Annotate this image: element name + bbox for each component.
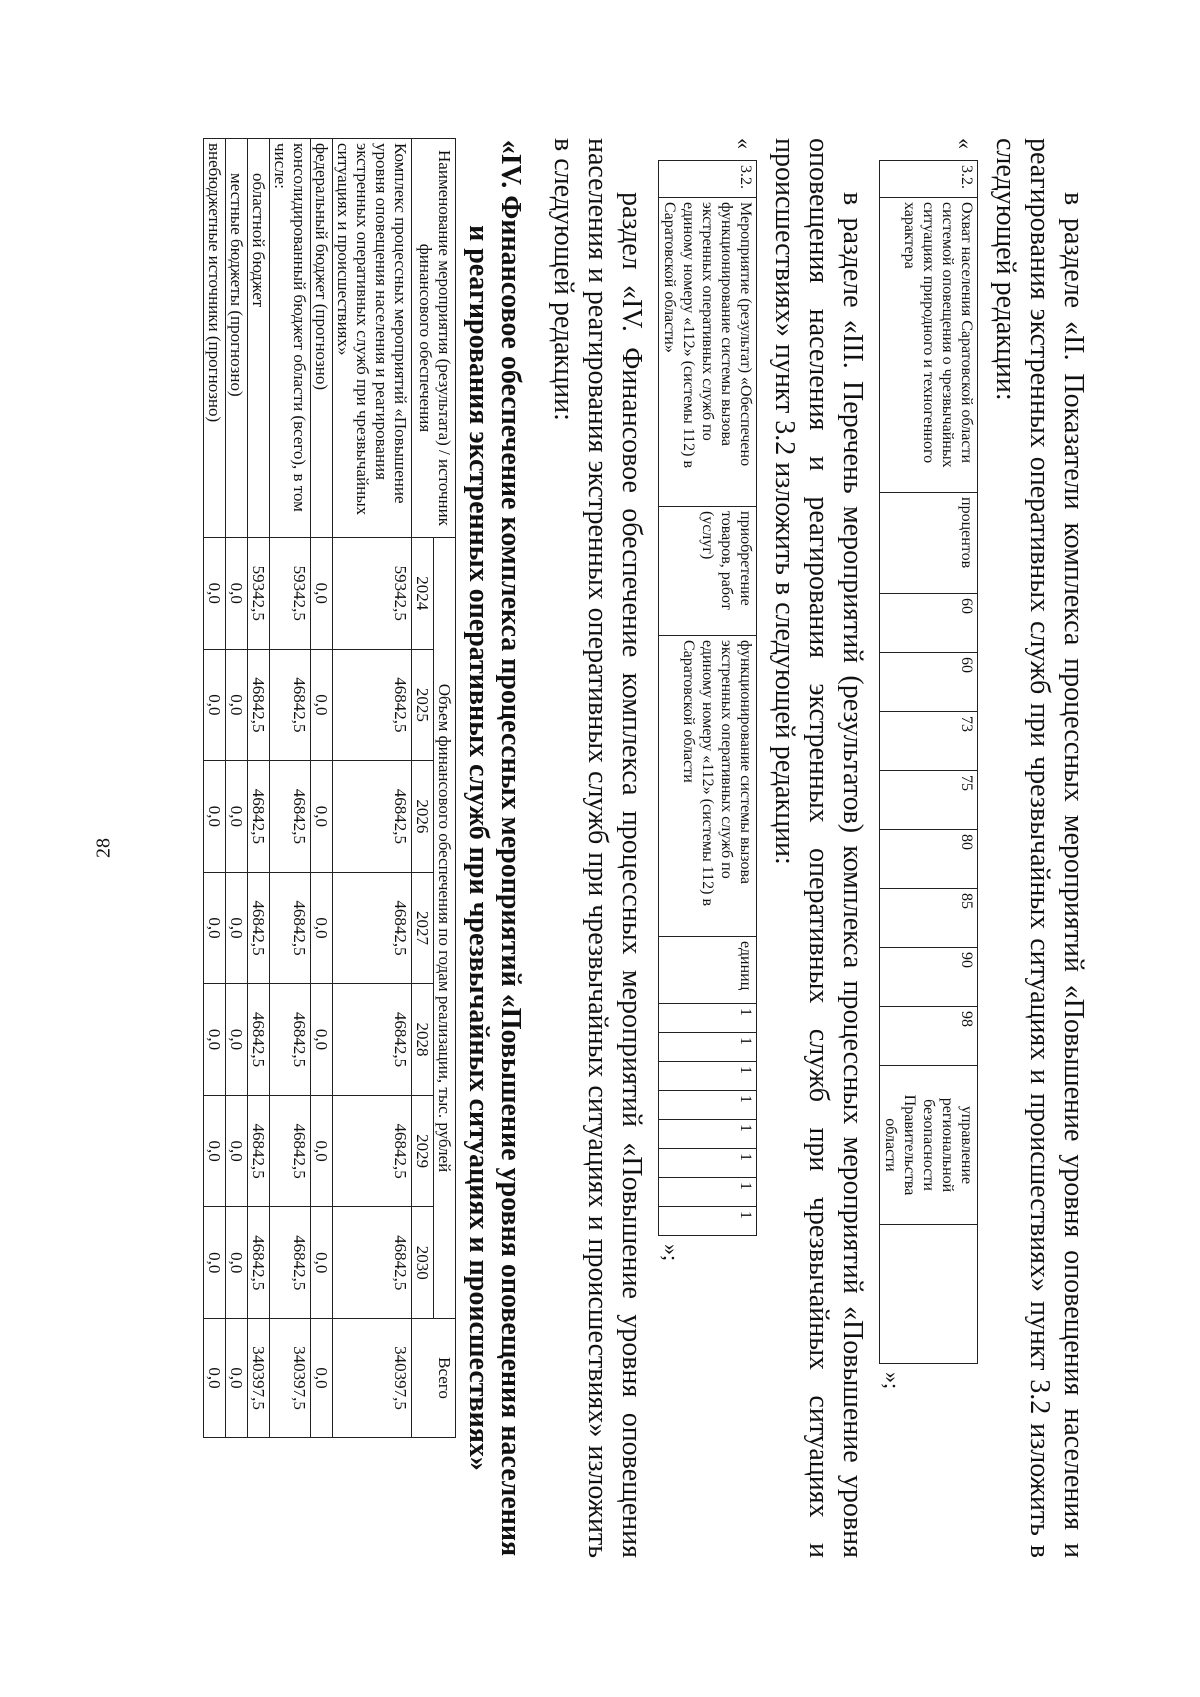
measure-characteristic: функционирование системы вызова экстренных оперативных служб по единому номеру «112» (системы 112) в Саратовской области	[659, 636, 757, 937]
page-number: 28	[92, 838, 115, 858]
quote-close: »;	[880, 1372, 905, 1390]
value-cell: 0,0	[204, 872, 226, 984]
value-cell: 1	[659, 1091, 757, 1120]
value-cell: 1	[659, 1033, 757, 1062]
value-cell: 46842,5	[248, 649, 270, 761]
header-year: 2028	[412, 984, 434, 1096]
measure-type: приобретение товаров, работ (услуг)	[659, 507, 757, 636]
value-cell: 46842,5	[270, 1095, 311, 1207]
value-cell: 46842,5	[248, 1095, 270, 1207]
value-cell: 1	[659, 1149, 757, 1178]
value-cell: 60	[880, 594, 978, 653]
finance-table	[203, 138, 456, 1438]
header-group: Объем финансового обеспечения по годам реализации, тыс. рублей	[434, 538, 456, 1319]
value-cell: 59342,5	[333, 538, 412, 650]
section4-heading: «IV. Финансовое обеспечение комплекса процессных мероприятий «Повышение уровня оповещения населения и реагирования экстренных оперативных служб при чрезвычайных ситуациях и происшествиях»	[463, 139, 526, 1557]
value-cell: 0,0	[311, 1207, 333, 1319]
section2-paragraph: в разделе «II. Показатели комплекса процессных мероприятий «Повышение уровня оповещения населения и реагирования экстренных оперативных служб при чрезвычайных ситуациях и происшествиях» пункт 3.2 изложить в следующей редакции:	[990, 138, 1089, 1558]
header-total: Всего	[412, 1319, 456, 1438]
value-cell: 46842,5	[333, 649, 412, 761]
value-cell: 46842,5	[248, 984, 270, 1096]
value-cell: 0,0	[204, 1095, 226, 1207]
row-name: областной бюджет	[248, 139, 270, 538]
value-cell: 46842,5	[248, 1207, 270, 1319]
value-cell: 46842,5	[333, 984, 412, 1096]
value-cell: 46842,5	[270, 649, 311, 761]
value-cell: 0,0	[226, 649, 248, 761]
indicator-table	[879, 160, 978, 1364]
value-cell: 1	[659, 1062, 757, 1091]
value-cell: 1	[659, 1178, 757, 1207]
value-cell: 0,0	[226, 872, 248, 984]
value-cell: 0,0	[204, 538, 226, 650]
value-cell: 46842,5	[270, 984, 311, 1096]
value-cell: 73	[880, 712, 978, 771]
table-row	[226, 139, 248, 1438]
value-cell: 46842,5	[333, 1207, 412, 1319]
responsible-cell: управление региональной безопасности Правительства области	[880, 1066, 978, 1225]
row-number: 3.2.	[880, 161, 978, 198]
header-year: 2026	[412, 761, 434, 873]
table-row	[659, 161, 757, 1236]
measure-name: Мероприятие (результат) «Обеспечено функционирование системы вызова экстренных оперативных служб по единому номеру «112» (системы 112) в Саратовской области»	[659, 198, 757, 507]
value-cell: 0,0	[311, 649, 333, 761]
row-name: Комплекс процессных мероприятий «Повышение уровня оповещения населения и реагирования экстренных оперативных служб при чрезвычайных ситуациях и происшествиях»	[333, 139, 412, 538]
value-cell: 0,0	[311, 1095, 333, 1207]
section2-quote	[879, 138, 978, 1558]
value-cell: 0,0	[226, 1319, 248, 1438]
value-cell: 0,0	[226, 1207, 248, 1319]
value-cell: 46842,5	[248, 761, 270, 873]
header-year: 2027	[412, 872, 434, 984]
value-cell: 340397,5	[333, 1319, 412, 1438]
value-cell: 46842,5	[270, 1207, 311, 1319]
value-cell: 0,0	[226, 538, 248, 650]
value-cell: 0,0	[311, 538, 333, 650]
value-cell: 0,0	[311, 872, 333, 984]
value-cell: 0,0	[204, 761, 226, 873]
value-cell: 0,0	[311, 1319, 333, 1438]
section3-quote	[658, 138, 757, 1558]
quote-open: «	[953, 138, 978, 149]
value-cell: 0,0	[204, 1207, 226, 1319]
empty-cell	[880, 1225, 978, 1364]
measures-table	[658, 160, 757, 1236]
value-cell: 340397,5	[248, 1319, 270, 1438]
row-number: 3.2.	[659, 161, 757, 198]
row-name: местные бюджеты (прогнозно)	[226, 139, 248, 538]
value-cell: 46842,5	[270, 872, 311, 984]
header-row	[434, 139, 456, 1438]
value-cell: 0,0	[226, 1095, 248, 1207]
table-row	[248, 139, 270, 1438]
header-year: 2024	[412, 538, 434, 650]
value-cell: 46842,5	[333, 872, 412, 984]
value-cell: 90	[880, 948, 978, 1007]
value-cell: 0,0	[226, 761, 248, 873]
value-cell: 80	[880, 830, 978, 889]
value-cell: 46842,5	[270, 761, 311, 873]
value-cell: 0,0	[311, 761, 333, 873]
value-cell: 0,0	[311, 984, 333, 1096]
table-row	[270, 139, 311, 1438]
value-cell: 46842,5	[333, 1095, 412, 1207]
table-row	[204, 139, 226, 1438]
header-year: 2025	[412, 649, 434, 761]
value-cell: 0,0	[204, 984, 226, 1096]
value-cell: 59342,5	[270, 538, 311, 650]
quote-open: «	[732, 138, 757, 149]
value-cell: 1	[659, 1120, 757, 1149]
section3-paragraph: в разделе «III. Перечень мероприятий (результатов) комплекса процессных мероприятий «Повышение уровня оповещения населения и реагирования экстренных оперативных служб при чрезвычайных ситуациях и происшествиях» пункт 3.2 изложить в следующей редакции:	[769, 138, 868, 1558]
value-cell: 59342,5	[248, 538, 270, 650]
row-name: внебюджетные источники (прогнозно)	[204, 139, 226, 538]
table-row	[311, 139, 333, 1438]
quote-close: »;	[659, 1244, 684, 1262]
table-row	[333, 139, 412, 1438]
value-cell: 98	[880, 1007, 978, 1066]
value-cell: 85	[880, 889, 978, 948]
value-cell: 75	[880, 771, 978, 830]
value-cell: 60	[880, 653, 978, 712]
value-cell: 0,0	[204, 649, 226, 761]
header-name: Наименование мероприятия (результата) / источник финансового обеспечения	[412, 139, 456, 538]
value-cell: 0,0	[204, 1319, 226, 1438]
row-name: консолидированный бюджет области (всего), в том числе:	[270, 139, 311, 538]
value-cell: 1	[659, 1207, 757, 1236]
unit-cell: единиц	[659, 937, 757, 1004]
value-cell: 340397,5	[270, 1319, 311, 1438]
value-cell: 1	[659, 1004, 757, 1033]
table-row	[880, 161, 978, 1364]
value-cell: 0,0	[226, 984, 248, 1096]
indicator-name: Охват населения Саратовской области системой оповещения о чрезвычайных ситуациях природного и техногенного характера	[880, 198, 978, 493]
unit-cell: процентов	[880, 493, 978, 594]
document-body	[205, 138, 1090, 1558]
value-cell: 46842,5	[248, 872, 270, 984]
section4-paragraph: раздел «IV. Финансовое обеспечение комплекса процессных мероприятий «Повышение уровня оповещения населения и реагирования экстренных оперативных служб при чрезвычайных ситуациях и происшествиях» изложить в следующей редакции:	[548, 138, 647, 1558]
header-year: 2030	[412, 1207, 434, 1319]
header-year: 2029	[412, 1095, 434, 1207]
value-cell: 46842,5	[333, 761, 412, 873]
row-name: федеральный бюджет (прогнозно)	[311, 139, 333, 538]
